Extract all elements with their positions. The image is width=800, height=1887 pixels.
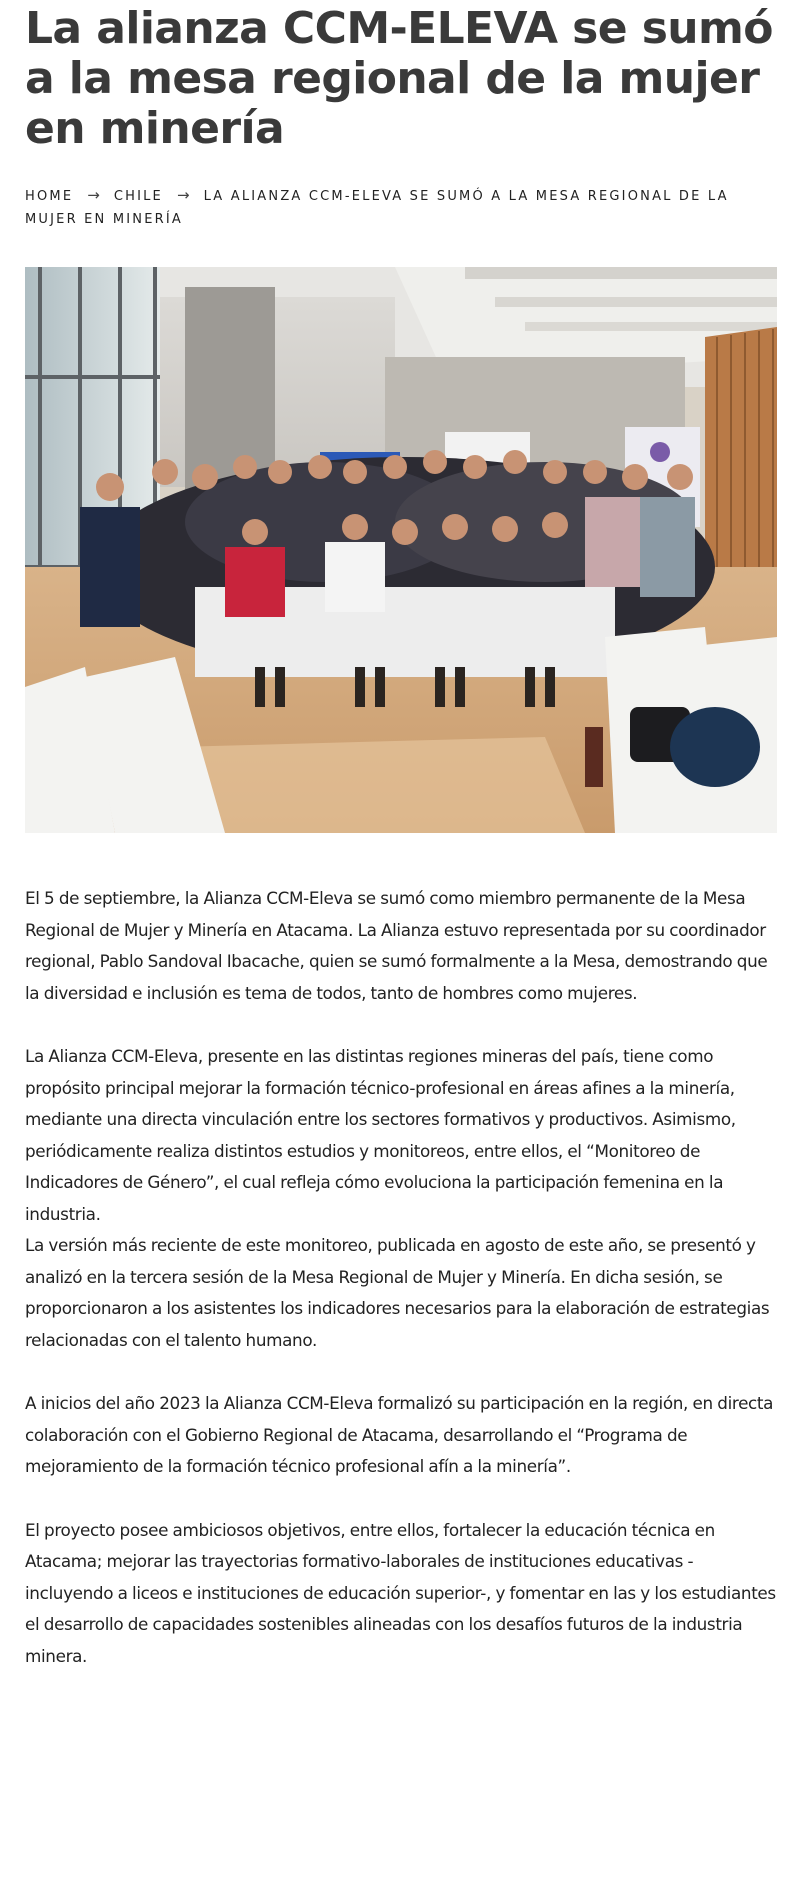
article-paragraph: El 5 de septiembre, la Alianza CCM-Eleva se sumó como miembro permanente de la Mesa Regional de Mujer y Minería en Atacama. La Alianza estuvo representada por su coordinador regional, Pablo Sandoval Ibacache, quien se sumó formalmente a la Mesa, demostrando que la diversidad e inclusión es tema de todos, tanto de hombres como mujeres.: [25, 888, 768, 1003]
breadcrumb-home-link[interactable]: HOME: [25, 189, 74, 204]
article-page: [25, 0, 777, 1672]
breadcrumb-category-link[interactable]: CHILE: [113, 189, 163, 204]
article-paragraph: La versión más reciente de este monitoreo, publicada en agosto de este año, se presentó y analizó en la tercera sesión de la Mesa Regional de Mujer y Minería. En dicha sesión, se proporcionaron a los asistentes los indicadores necesarios para la elaboración de estrategias relacionadas con el talento humano.: [25, 1235, 770, 1350]
article-paragraph: El proyecto posee ambiciosos objetivos, entre ellos, fortalecer la educación técnica en Atacama; mejorar las trayectorias formativo-laborales de instituciones educativas - incluyendo a liceos e instituciones de educación superior-, y fomentar en las y los estudiantes el desarrollo de capacidades sostenibles alineadas con los desafíos futuros de la industria minera.: [25, 1519, 776, 1666]
arrow-right-icon: →: [176, 186, 190, 204]
article-photo: [25, 267, 777, 833]
page-title: La alianza CCM-ELEVA se sumó a la mesa regional de la mujer en minería: [25, 3, 773, 154]
article-paragraph: A inicios del año 2023 la Alianza CCM-Eleva formalizó su participación en la región, en directa colaboración con el Gobierno Regional de Atacama, desarrollando el “Programa de mejoramiento de la formación técnico profesional afín a la minería”.: [25, 1393, 774, 1476]
breadcrumb: [25, 184, 777, 231]
article-body: [25, 883, 777, 1672]
article-paragraph: La Alianza CCM-Eleva, presente en las distintas regiones mineras del país, tiene como propósito principal mejorar la formación técnico-profesional en áreas afines a la minería, mediante una directa vinculación entre los sectores formativos y productivos. Asimismo, periódicamente realiza distintos estudios y monitoreos, entre ellos, el “Monitoreo de Indicadores de Género”, el cual refleja cómo evoluciona la participación femenina en la industria.: [25, 1046, 736, 1224]
breadcrumb-current: LA ALIANZA CCM-ELEVA SE SUMÓ A LA MESA REGIONAL DE LA MUJER EN MINERÍA: [25, 189, 729, 227]
group-photo-image: [25, 267, 777, 833]
arrow-right-icon: →: [87, 186, 100, 204]
